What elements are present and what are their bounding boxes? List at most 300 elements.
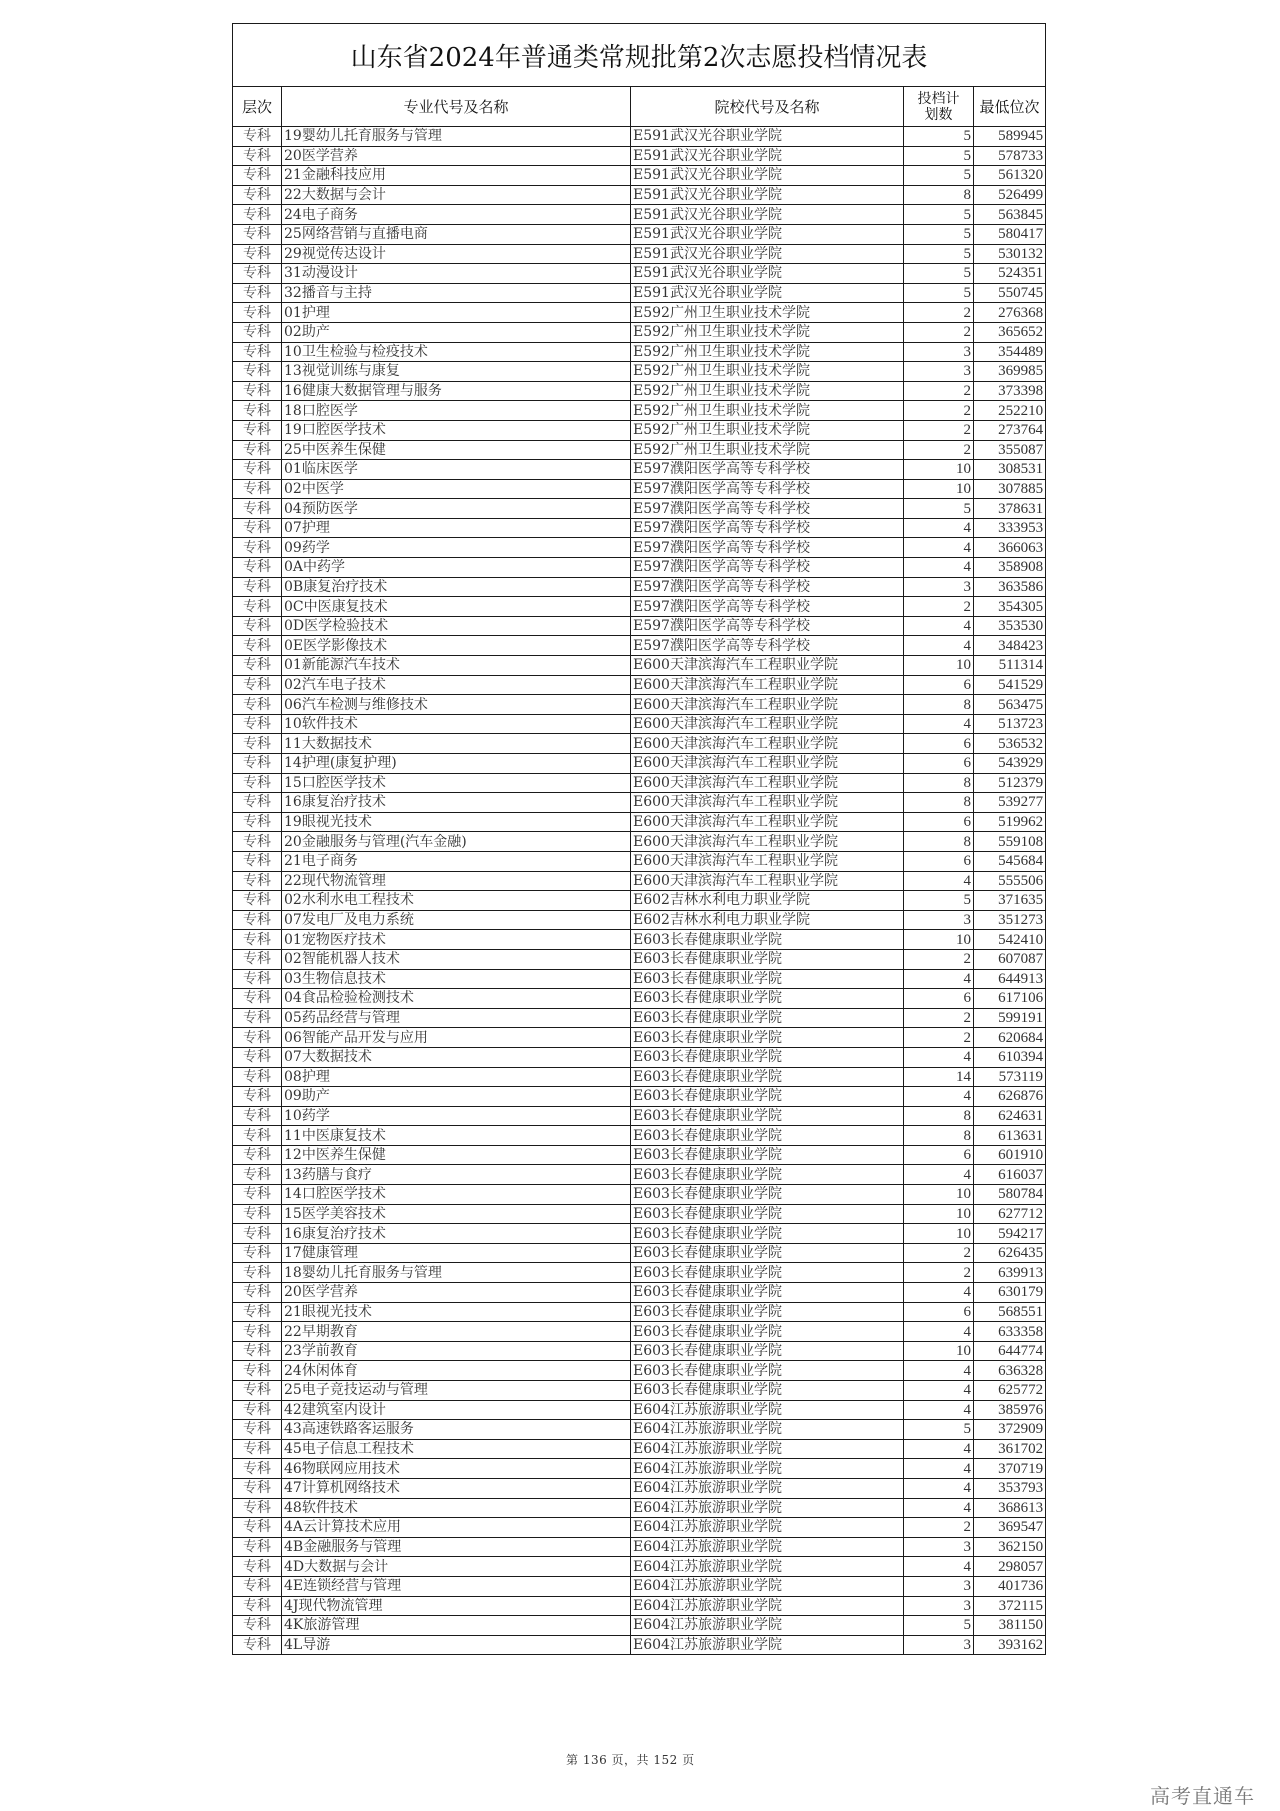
cell-major: 19眼视光技术 bbox=[282, 812, 631, 832]
table-row bbox=[233, 1518, 1046, 1538]
cell-major: 23学前教育 bbox=[282, 1341, 631, 1361]
cell-min-rank: 308531 bbox=[974, 460, 1046, 480]
cell-min-rank: 371635 bbox=[974, 891, 1046, 911]
cell-level: 专科 bbox=[233, 1420, 282, 1440]
table-row bbox=[233, 342, 1046, 362]
cell-major: 42建筑室内设计 bbox=[282, 1400, 631, 1420]
cell-plan-count: 2 bbox=[904, 1518, 974, 1538]
table-row bbox=[233, 832, 1046, 852]
cell-level: 专科 bbox=[233, 1459, 282, 1479]
cell-level: 专科 bbox=[233, 1537, 282, 1557]
cell-plan-count: 10 bbox=[904, 1204, 974, 1224]
cell-min-rank: 625772 bbox=[974, 1381, 1046, 1401]
table-row bbox=[233, 734, 1046, 754]
table-row bbox=[233, 773, 1046, 793]
cell-school: E600天津滨海汽车工程职业学院 bbox=[631, 832, 904, 852]
cell-plan-count: 2 bbox=[904, 401, 974, 421]
table-row bbox=[233, 1185, 1046, 1205]
cell-level: 专科 bbox=[233, 460, 282, 480]
table-row bbox=[233, 558, 1046, 578]
cell-plan-count: 5 bbox=[904, 499, 974, 519]
cell-school: E592广州卫生职业技术学院 bbox=[631, 440, 904, 460]
cell-school: E604江苏旅游职业学院 bbox=[631, 1635, 904, 1655]
cell-school: E604江苏旅游职业学院 bbox=[631, 1459, 904, 1479]
cell-school: E602吉林水利电力职业学院 bbox=[631, 891, 904, 911]
cell-major: 0C中医康复技术 bbox=[282, 597, 631, 617]
cell-min-rank: 372909 bbox=[974, 1420, 1046, 1440]
cell-major: 03生物信息技术 bbox=[282, 969, 631, 989]
cell-min-rank: 568551 bbox=[974, 1302, 1046, 1322]
table-row bbox=[233, 577, 1046, 597]
cell-school: E591武汉光谷职业学院 bbox=[631, 146, 904, 166]
cell-min-rank: 354489 bbox=[974, 342, 1046, 362]
cell-plan-count: 10 bbox=[904, 930, 974, 950]
table-row bbox=[233, 1106, 1046, 1126]
cell-school: E597濮阳医学高等专科学校 bbox=[631, 460, 904, 480]
cell-major: 16康复治疗技术 bbox=[282, 793, 631, 813]
cell-plan-count: 6 bbox=[904, 754, 974, 774]
cell-major: 02汽车电子技术 bbox=[282, 675, 631, 695]
cell-school: E600天津滨海汽车工程职业学院 bbox=[631, 695, 904, 715]
table-row bbox=[233, 597, 1046, 617]
table-row bbox=[233, 1478, 1046, 1498]
cell-plan-count: 4 bbox=[904, 1439, 974, 1459]
cell-plan-count: 5 bbox=[904, 264, 974, 284]
cell-school: E604江苏旅游职业学院 bbox=[631, 1420, 904, 1440]
table-row bbox=[233, 1439, 1046, 1459]
table-row bbox=[233, 616, 1046, 636]
cell-plan-count: 3 bbox=[904, 362, 974, 382]
cell-plan-count: 5 bbox=[904, 1420, 974, 1440]
cell-plan-count: 14 bbox=[904, 1067, 974, 1087]
cell-major: 07大数据技术 bbox=[282, 1047, 631, 1067]
cell-school: E604江苏旅游职业学院 bbox=[631, 1557, 904, 1577]
cell-min-rank: 381150 bbox=[974, 1616, 1046, 1636]
cell-plan-count: 2 bbox=[904, 1008, 974, 1028]
cell-school: E603长春健康职业学院 bbox=[631, 1341, 904, 1361]
cell-min-rank: 578733 bbox=[974, 146, 1046, 166]
cell-plan-count: 2 bbox=[904, 1243, 974, 1263]
cell-school: E592广州卫生职业技术学院 bbox=[631, 401, 904, 421]
table-row bbox=[233, 1087, 1046, 1107]
cell-min-rank: 624631 bbox=[974, 1106, 1046, 1126]
cell-plan-count: 4 bbox=[904, 714, 974, 734]
table-row bbox=[233, 1283, 1046, 1303]
table-row bbox=[233, 656, 1046, 676]
cell-plan-count: 8 bbox=[904, 1126, 974, 1146]
cell-major: 04预防医学 bbox=[282, 499, 631, 519]
cell-plan-count: 4 bbox=[904, 1283, 974, 1303]
cell-school: E600天津滨海汽车工程职业学院 bbox=[631, 773, 904, 793]
cell-level: 专科 bbox=[233, 1361, 282, 1381]
table-row bbox=[233, 891, 1046, 911]
cell-min-rank: 513723 bbox=[974, 714, 1046, 734]
cell-school: E603长春健康职业学院 bbox=[631, 1302, 904, 1322]
cell-major: 22现代物流管理 bbox=[282, 871, 631, 891]
cell-school: E604江苏旅游职业学院 bbox=[631, 1439, 904, 1459]
cell-level: 专科 bbox=[233, 793, 282, 813]
cell-min-rank: 559108 bbox=[974, 832, 1046, 852]
cell-plan-count: 2 bbox=[904, 1028, 974, 1048]
cell-school: E604江苏旅游职业学院 bbox=[631, 1478, 904, 1498]
column-header-plan-count-line2: 划数 bbox=[924, 106, 953, 123]
cell-school: E603长春健康职业学院 bbox=[631, 1381, 904, 1401]
cell-min-rank: 636328 bbox=[974, 1361, 1046, 1381]
cell-major: 0A中药学 bbox=[282, 558, 631, 578]
cell-major: 06智能产品开发与应用 bbox=[282, 1028, 631, 1048]
cell-plan-count: 8 bbox=[904, 695, 974, 715]
cell-major: 20医学营养 bbox=[282, 146, 631, 166]
cell-level: 专科 bbox=[233, 1381, 282, 1401]
cell-major: 08护理 bbox=[282, 1067, 631, 1087]
table-row bbox=[233, 185, 1046, 205]
cell-min-rank: 526499 bbox=[974, 185, 1046, 205]
table-row bbox=[233, 1047, 1046, 1067]
cell-level: 专科 bbox=[233, 185, 282, 205]
page-footer: 第 136 页，共 152 页 bbox=[566, 1753, 695, 1767]
table-row bbox=[233, 1635, 1046, 1655]
cell-major: 4K旅游管理 bbox=[282, 1616, 631, 1636]
cell-plan-count: 6 bbox=[904, 851, 974, 871]
table-row bbox=[233, 322, 1046, 342]
table-row bbox=[233, 1263, 1046, 1283]
cell-min-rank: 369547 bbox=[974, 1518, 1046, 1538]
cell-level: 专科 bbox=[233, 1087, 282, 1107]
column-header-plan-count bbox=[904, 87, 974, 127]
cell-min-rank: 362150 bbox=[974, 1537, 1046, 1557]
cell-school: E592广州卫生职业技术学院 bbox=[631, 342, 904, 362]
table-row bbox=[233, 1243, 1046, 1263]
cell-major: 47计算机网络技术 bbox=[282, 1478, 631, 1498]
table-row bbox=[233, 1028, 1046, 1048]
cell-level: 专科 bbox=[233, 401, 282, 421]
cell-min-rank: 626435 bbox=[974, 1243, 1046, 1263]
cell-plan-count: 6 bbox=[904, 1145, 974, 1165]
table-row bbox=[233, 1498, 1046, 1518]
cell-min-rank: 353530 bbox=[974, 616, 1046, 636]
cell-plan-count: 5 bbox=[904, 283, 974, 303]
cell-school: E603长春健康职业学院 bbox=[631, 1322, 904, 1342]
cell-level: 专科 bbox=[233, 1596, 282, 1616]
cell-school: E603长春健康职业学院 bbox=[631, 949, 904, 969]
cell-major: 16康复治疗技术 bbox=[282, 1224, 631, 1244]
cell-level: 专科 bbox=[233, 1165, 282, 1185]
cell-plan-count: 4 bbox=[904, 538, 974, 558]
cell-school: E597濮阳医学高等专科学校 bbox=[631, 518, 904, 538]
cell-plan-count: 4 bbox=[904, 1381, 974, 1401]
cell-school: E591武汉光谷职业学院 bbox=[631, 224, 904, 244]
cell-level: 专科 bbox=[233, 518, 282, 538]
table-row bbox=[233, 381, 1046, 401]
cell-level: 专科 bbox=[233, 264, 282, 284]
cell-level: 专科 bbox=[233, 127, 282, 147]
cell-level: 专科 bbox=[233, 479, 282, 499]
cell-level: 专科 bbox=[233, 322, 282, 342]
cell-level: 专科 bbox=[233, 1341, 282, 1361]
cell-major: 11大数据技术 bbox=[282, 734, 631, 754]
cell-min-rank: 298057 bbox=[974, 1557, 1046, 1577]
cell-major: 4L导游 bbox=[282, 1635, 631, 1655]
cell-level: 专科 bbox=[233, 362, 282, 382]
cell-min-rank: 594217 bbox=[974, 1224, 1046, 1244]
cell-major: 16健康大数据管理与服务 bbox=[282, 381, 631, 401]
cell-major: 48软件技术 bbox=[282, 1498, 631, 1518]
cell-plan-count: 10 bbox=[904, 1224, 974, 1244]
cell-plan-count: 3 bbox=[904, 1635, 974, 1655]
cell-plan-count: 4 bbox=[904, 1322, 974, 1342]
cell-plan-count: 10 bbox=[904, 1341, 974, 1361]
cell-major: 09助产 bbox=[282, 1087, 631, 1107]
cell-min-rank: 580417 bbox=[974, 224, 1046, 244]
cell-min-rank: 354305 bbox=[974, 597, 1046, 617]
cell-min-rank: 563845 bbox=[974, 205, 1046, 225]
cell-school: E592广州卫生职业技术学院 bbox=[631, 322, 904, 342]
cell-level: 专科 bbox=[233, 1047, 282, 1067]
cell-school: E604江苏旅游职业学院 bbox=[631, 1616, 904, 1636]
table-row bbox=[233, 127, 1046, 147]
table-row bbox=[233, 362, 1046, 382]
cell-plan-count: 4 bbox=[904, 969, 974, 989]
cell-min-rank: 589945 bbox=[974, 127, 1046, 147]
cell-plan-count: 5 bbox=[904, 205, 974, 225]
cell-level: 专科 bbox=[233, 754, 282, 774]
cell-level: 专科 bbox=[233, 656, 282, 676]
cell-major: 01护理 bbox=[282, 303, 631, 323]
cell-min-rank: 353793 bbox=[974, 1478, 1046, 1498]
cell-school: E600天津滨海汽车工程职业学院 bbox=[631, 793, 904, 813]
cell-min-rank: 365652 bbox=[974, 322, 1046, 342]
table-row bbox=[233, 205, 1046, 225]
table-row bbox=[233, 1322, 1046, 1342]
table-row bbox=[233, 1341, 1046, 1361]
cell-min-rank: 530132 bbox=[974, 244, 1046, 264]
cell-plan-count: 3 bbox=[904, 1537, 974, 1557]
cell-level: 专科 bbox=[233, 1616, 282, 1636]
cell-level: 专科 bbox=[233, 714, 282, 734]
cell-plan-count: 4 bbox=[904, 1047, 974, 1067]
cell-plan-count: 3 bbox=[904, 910, 974, 930]
cell-plan-count: 4 bbox=[904, 636, 974, 656]
cell-major: 02智能机器人技术 bbox=[282, 949, 631, 969]
cell-plan-count: 6 bbox=[904, 734, 974, 754]
cell-major: 22大数据与会计 bbox=[282, 185, 631, 205]
cell-level: 专科 bbox=[233, 1557, 282, 1577]
cell-school: E597濮阳医学高等专科学校 bbox=[631, 616, 904, 636]
cell-plan-count: 3 bbox=[904, 1576, 974, 1596]
cell-min-rank: 348423 bbox=[974, 636, 1046, 656]
table-row bbox=[233, 1537, 1046, 1557]
cell-school: E591武汉光谷职业学院 bbox=[631, 166, 904, 186]
cell-level: 专科 bbox=[233, 597, 282, 617]
cell-min-rank: 644774 bbox=[974, 1341, 1046, 1361]
table-row bbox=[233, 303, 1046, 323]
table-body bbox=[233, 127, 1046, 1655]
cell-plan-count: 4 bbox=[904, 1498, 974, 1518]
cell-school: E600天津滨海汽车工程职业学院 bbox=[631, 656, 904, 676]
cell-plan-count: 5 bbox=[904, 224, 974, 244]
cell-plan-count: 4 bbox=[904, 558, 974, 578]
table-row bbox=[233, 460, 1046, 480]
cell-plan-count: 5 bbox=[904, 891, 974, 911]
cell-school: E600天津滨海汽车工程职业学院 bbox=[631, 871, 904, 891]
cell-school: E604江苏旅游职业学院 bbox=[631, 1537, 904, 1557]
table-row bbox=[233, 1361, 1046, 1381]
cell-min-rank: 358908 bbox=[974, 558, 1046, 578]
cell-level: 专科 bbox=[233, 1008, 282, 1028]
cell-level: 专科 bbox=[233, 1067, 282, 1087]
cell-major: 02助产 bbox=[282, 322, 631, 342]
cell-school: E603长春健康职业学院 bbox=[631, 1106, 904, 1126]
cell-plan-count: 2 bbox=[904, 303, 974, 323]
cell-level: 专科 bbox=[233, 1576, 282, 1596]
cell-level: 专科 bbox=[233, 1106, 282, 1126]
cell-major: 14口腔医学技术 bbox=[282, 1185, 631, 1205]
cell-major: 25电子竞技运动与管理 bbox=[282, 1381, 631, 1401]
cell-level: 专科 bbox=[233, 1322, 282, 1342]
cell-plan-count: 10 bbox=[904, 460, 974, 480]
cell-min-rank: 627712 bbox=[974, 1204, 1046, 1224]
cell-level: 专科 bbox=[233, 832, 282, 852]
table-row bbox=[233, 1459, 1046, 1479]
table-row bbox=[233, 401, 1046, 421]
cell-school: E603长春健康职业学院 bbox=[631, 1263, 904, 1283]
cell-major: 29视觉传达设计 bbox=[282, 244, 631, 264]
cell-plan-count: 3 bbox=[904, 342, 974, 362]
cell-min-rank: 276368 bbox=[974, 303, 1046, 323]
cell-school: E592广州卫生职业技术学院 bbox=[631, 303, 904, 323]
table-row bbox=[233, 146, 1046, 166]
cell-school: E592广州卫生职业技术学院 bbox=[631, 420, 904, 440]
cell-min-rank: 545684 bbox=[974, 851, 1046, 871]
cell-plan-count: 4 bbox=[904, 1478, 974, 1498]
cell-plan-count: 2 bbox=[904, 420, 974, 440]
cell-plan-count: 4 bbox=[904, 1165, 974, 1185]
cell-min-rank: 351273 bbox=[974, 910, 1046, 930]
cell-major: 19口腔医学技术 bbox=[282, 420, 631, 440]
cell-level: 专科 bbox=[233, 1400, 282, 1420]
cell-plan-count: 3 bbox=[904, 577, 974, 597]
cell-level: 专科 bbox=[233, 303, 282, 323]
table-row bbox=[233, 440, 1046, 460]
cell-level: 专科 bbox=[233, 1224, 282, 1244]
table-row bbox=[233, 1420, 1046, 1440]
table-row bbox=[233, 1596, 1046, 1616]
cell-plan-count: 2 bbox=[904, 322, 974, 342]
cell-level: 专科 bbox=[233, 969, 282, 989]
cell-level: 专科 bbox=[233, 1204, 282, 1224]
cell-min-rank: 610394 bbox=[974, 1047, 1046, 1067]
cell-min-rank: 539277 bbox=[974, 793, 1046, 813]
cell-major: 01新能源汽车技术 bbox=[282, 656, 631, 676]
table-row bbox=[233, 871, 1046, 891]
cell-major: 15医学美容技术 bbox=[282, 1204, 631, 1224]
cell-plan-count: 8 bbox=[904, 1106, 974, 1126]
cell-major: 22早期教育 bbox=[282, 1322, 631, 1342]
cell-school: E603长春健康职业学院 bbox=[631, 1028, 904, 1048]
table-row bbox=[233, 1204, 1046, 1224]
admission-table-sheet bbox=[232, 23, 1045, 1655]
cell-school: E600天津滨海汽车工程职业学院 bbox=[631, 851, 904, 871]
cell-level: 专科 bbox=[233, 558, 282, 578]
cell-min-rank: 401736 bbox=[974, 1576, 1046, 1596]
cell-plan-count: 2 bbox=[904, 381, 974, 401]
cell-level: 专科 bbox=[233, 1478, 282, 1498]
cell-min-rank: 555506 bbox=[974, 871, 1046, 891]
cell-level: 专科 bbox=[233, 675, 282, 695]
table-row bbox=[233, 989, 1046, 1009]
table-row bbox=[233, 675, 1046, 695]
cell-school: E604江苏旅游职业学院 bbox=[631, 1400, 904, 1420]
cell-plan-count: 6 bbox=[904, 989, 974, 1009]
table-title: 山东省2024年普通类常规批第2次志愿投档情况表 bbox=[233, 24, 1046, 87]
cell-min-rank: 252210 bbox=[974, 401, 1046, 421]
column-header-school: 院校代号及名称 bbox=[631, 87, 904, 127]
cell-min-rank: 644913 bbox=[974, 969, 1046, 989]
table-row bbox=[233, 695, 1046, 715]
cell-major: 45电子信息工程技术 bbox=[282, 1439, 631, 1459]
cell-school: E597濮阳医学高等专科学校 bbox=[631, 499, 904, 519]
cell-min-rank: 370719 bbox=[974, 1459, 1046, 1479]
cell-plan-count: 8 bbox=[904, 185, 974, 205]
cell-major: 15口腔医学技术 bbox=[282, 773, 631, 793]
cell-plan-count: 4 bbox=[904, 1459, 974, 1479]
cell-plan-count: 4 bbox=[904, 616, 974, 636]
cell-major: 4B金融服务与管理 bbox=[282, 1537, 631, 1557]
table-row bbox=[233, 1616, 1046, 1636]
cell-plan-count: 4 bbox=[904, 518, 974, 538]
cell-min-rank: 393162 bbox=[974, 1635, 1046, 1655]
cell-school: E603长春健康职业学院 bbox=[631, 1126, 904, 1146]
cell-school: E600天津滨海汽车工程职业学院 bbox=[631, 812, 904, 832]
cell-plan-count: 3 bbox=[904, 1596, 974, 1616]
cell-plan-count: 4 bbox=[904, 871, 974, 891]
cell-level: 专科 bbox=[233, 891, 282, 911]
cell-min-rank: 372115 bbox=[974, 1596, 1046, 1616]
cell-school: E603长春健康职业学院 bbox=[631, 1204, 904, 1224]
cell-level: 专科 bbox=[233, 773, 282, 793]
table-row bbox=[233, 1557, 1046, 1577]
cell-min-rank: 307885 bbox=[974, 479, 1046, 499]
cell-level: 专科 bbox=[233, 1243, 282, 1263]
cell-school: E597濮阳医学高等专科学校 bbox=[631, 479, 904, 499]
table-row bbox=[233, 166, 1046, 186]
table-row bbox=[233, 538, 1046, 558]
cell-plan-count: 8 bbox=[904, 793, 974, 813]
cell-plan-count: 6 bbox=[904, 812, 974, 832]
cell-school: E604江苏旅游职业学院 bbox=[631, 1518, 904, 1538]
cell-major: 21金融科技应用 bbox=[282, 166, 631, 186]
cell-min-rank: 573119 bbox=[974, 1067, 1046, 1087]
cell-school: E603长春健康职业学院 bbox=[631, 1224, 904, 1244]
cell-plan-count: 4 bbox=[904, 1400, 974, 1420]
table-row bbox=[233, 1224, 1046, 1244]
cell-level: 专科 bbox=[233, 146, 282, 166]
cell-level: 专科 bbox=[233, 989, 282, 1009]
cell-major: 18口腔医学 bbox=[282, 401, 631, 421]
cell-level: 专科 bbox=[233, 381, 282, 401]
cell-school: E597濮阳医学高等专科学校 bbox=[631, 597, 904, 617]
cell-school: E602吉林水利电力职业学院 bbox=[631, 910, 904, 930]
cell-school: E603长春健康职业学院 bbox=[631, 1087, 904, 1107]
table-row bbox=[233, 1008, 1046, 1028]
cell-level: 专科 bbox=[233, 1028, 282, 1048]
cell-major: 46物联网应用技术 bbox=[282, 1459, 631, 1479]
cell-min-rank: 626876 bbox=[974, 1087, 1046, 1107]
table-row bbox=[233, 1126, 1046, 1146]
cell-min-rank: 333953 bbox=[974, 518, 1046, 538]
cell-major: 12中医养生保健 bbox=[282, 1145, 631, 1165]
cell-plan-count: 10 bbox=[904, 656, 974, 676]
